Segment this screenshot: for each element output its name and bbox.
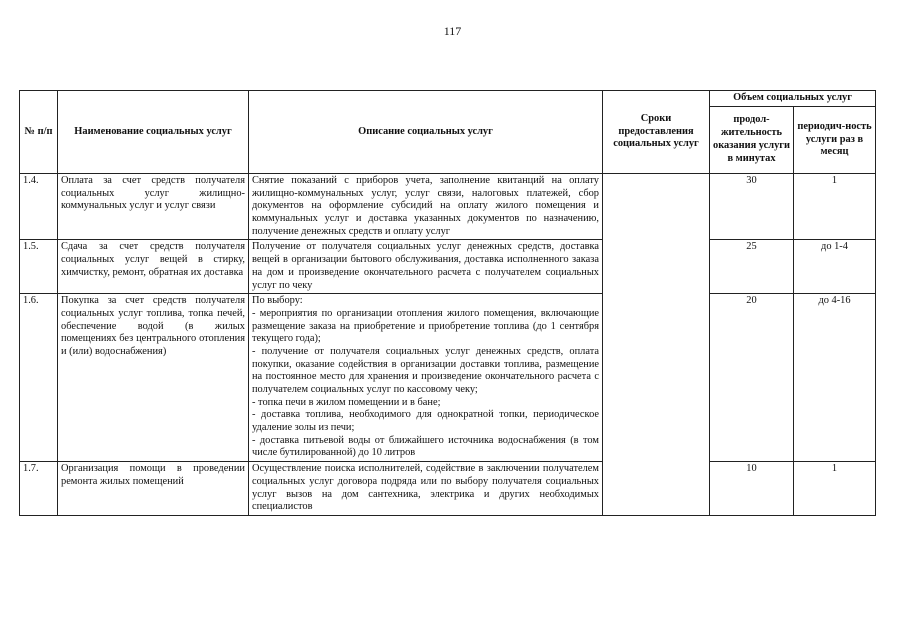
description-paragraph: - доставка топлива, необходимого для однократной топки, периодическое удаление золы из печи; <box>252 409 599 434</box>
header-terms: Сроки предоставления социальных услуг <box>603 91 710 174</box>
row-terms <box>603 174 710 516</box>
header-duration: продол-жительность оказания услуги в минутах <box>710 106 794 173</box>
header-service-name: Наименование социальных услуг <box>58 91 249 174</box>
header-description: Описание социальных услуг <box>249 91 603 174</box>
header-number: № п/п <box>20 91 58 174</box>
row-service-name: Организация помощи в проведении ремонта жилых помещений <box>58 462 249 516</box>
table-row <box>20 462 876 516</box>
row-number: 1.7. <box>20 462 58 516</box>
row-duration: 20 <box>710 294 794 462</box>
description-paragraph: Осуществление поиска исполнителей, содействие в заключении получателем социальных услуг договора подряда или по выбору получателя социальных услуг вызов на дом сантехника, электрика и других необходимых специалистов <box>252 463 599 513</box>
row-description <box>249 174 603 240</box>
description-paragraph: - получение от получателя социальных услуг денежных средств, оплата покупки, оказание содействия в организации доставки топлива, размещение на постоянное место для хранения и произведение окончательного расчета с получателем социальных услуг по кассовому чеку; <box>252 345 599 395</box>
row-number: 1.5. <box>20 240 58 294</box>
table-row <box>20 240 876 294</box>
row-service-name: Оплата за счет средств получателя социальных услуг жилищно-коммунальных услуг и услуг связи <box>58 174 249 240</box>
row-duration: 30 <box>710 174 794 240</box>
row-frequency: до 4-16 <box>794 294 876 462</box>
row-service-name: Сдача за счет средств получателя социальных услуг вещей в стирку, химчистку, ремонт, обратная их доставка <box>58 240 249 294</box>
description-paragraph: - топка печи в жилом помещении и в бане; <box>252 396 441 408</box>
row-duration: 10 <box>710 462 794 516</box>
row-description <box>249 240 603 294</box>
table-row <box>20 174 876 240</box>
table-row <box>20 294 876 462</box>
page-number: 117 <box>443 24 462 38</box>
header-frequency: периодич-ность услуги раз в месяц <box>794 106 876 173</box>
description-paragraph: - доставка питьевой воды от ближайшего источника водоснабжения (в том числе бутилированной) до 10 литров <box>252 434 599 459</box>
description-paragraph: - мероприятия по организации отопления жилого помещения, включающие размещение заказа на приобретение и приобретение топлива (до 1 сентября текущего года); <box>252 307 599 345</box>
row-description <box>249 294 603 462</box>
description-paragraph: По выбору: <box>252 295 303 307</box>
row-number: 1.4. <box>20 174 58 240</box>
row-description <box>249 462 603 516</box>
social-services-table <box>19 90 876 516</box>
row-number: 1.6. <box>20 294 58 462</box>
description-paragraph: Получение от получателя социальных услуг денежных средств, доставка вещей в организации бытового обслуживания, доставка исполненного заказа на дом и произведение окончательного расчета с получателем социальных услуг по чеку <box>252 241 599 291</box>
row-service-name: Покупка за счет средств получателя социальных услуг топлива, топка печей, обеспечение водой (в жилых помещениях без центрального отопления и (или) водоснабжения) <box>58 294 249 462</box>
header-volume: Объем социальных услуг <box>710 91 876 107</box>
row-frequency: 1 <box>794 174 876 240</box>
row-frequency: до 1-4 <box>794 240 876 294</box>
row-duration: 25 <box>710 240 794 294</box>
description-paragraph: Снятие показаний с приборов учета, заполнение квитанций на оплату жилищно-коммунальных услуг, услуг связи, налоговых платежей, сбор документов на оформление субсидий на оплату жилого помещения и коммунальных услуг и доставка указанных документов по назначению, получение денежных средств и оплату услуг <box>252 175 599 237</box>
row-frequency: 1 <box>794 462 876 516</box>
